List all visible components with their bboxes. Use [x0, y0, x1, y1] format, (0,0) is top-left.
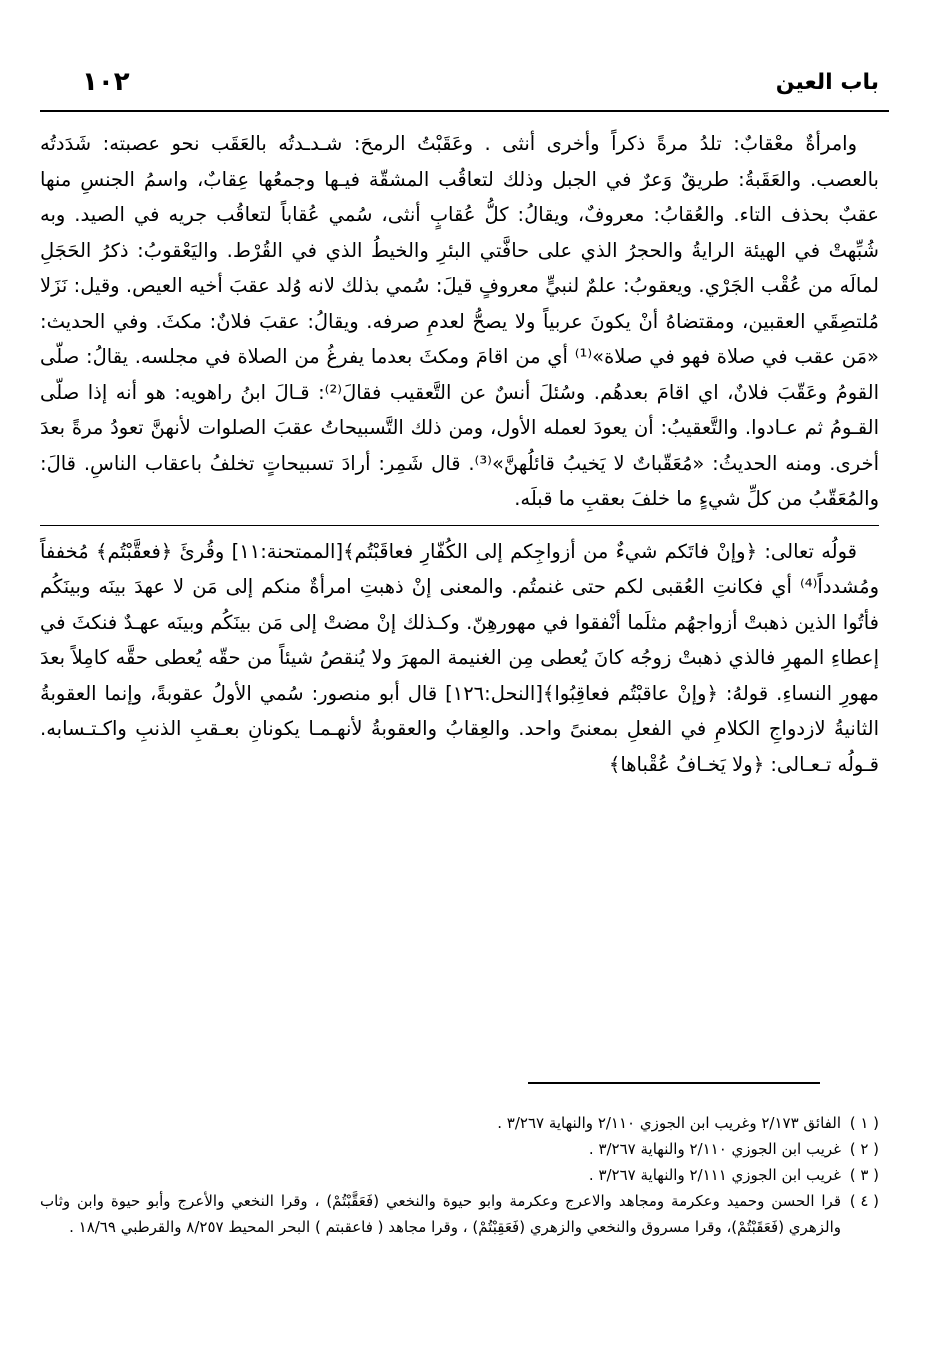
footnote-text: الفائق ٢/١٧٣ وغريب ابن الجوزي ٢/١١٠ والنهاية ٣/٢٦٧ .: [497, 1114, 841, 1132]
header-divider: [40, 110, 889, 112]
footnote: [40, 1162, 879, 1188]
chapter-title: باب العين: [775, 69, 879, 95]
footnote-number: ( ١ ): [849, 1114, 879, 1132]
page-header: [82, 62, 879, 102]
footnote: [40, 1110, 879, 1136]
footnote-number: ( ٢ ): [849, 1140, 879, 1158]
main-text: [40, 126, 879, 782]
footnote: [40, 1136, 879, 1162]
footnote-divider: [528, 1082, 820, 1084]
footnote: [40, 1188, 879, 1240]
paragraph-divider: [40, 525, 879, 526]
footnotes: [40, 1110, 879, 1240]
footnote-text: غريب ابن الجوزي ٢/١١١ والنهاية ٣/٢٦٧ .: [588, 1166, 841, 1184]
page-number: ١٠٢: [82, 67, 130, 97]
paragraph: قولُه تعالى: ﴿وإنْ فاتَكم شيءٌ من أزواجِكم إلى الكُفّارِ فعاقَبْتُم﴾[الممتحنة:١١] وقُرئَ ﴿فعقَّبْتُم﴾ مُخففاً ومُشدداً⁽⁴⁾ أي فكانتِ العُقبى لكم حتى غنمتُم. والمعنى إنْ ذهبتِ امرأةٌ منكم إلى مَن لا عهدَ بينَه وبينَكُم فأتُوا الذين ذهبتْ أزواجهُم مثلَما أنْفقوا في مهورهِنّ. وكـذلك إنْ مضتْ إلى مَن بينَكُم وبينَه عهـدٌ فنكثَ في إعطاءِ المهرِ فالذي ذهبتْ زوجُه كانَ يُعطى مِن الغنيمة المهرَ ولا يُنقصُ شيئاً من حقّه يُعطى حقَّه كامِلاً بعدَ مهورِ النساءِ. قولهُ: ﴿وإنْ عاقبْتُم فعاقِبُوا﴾[النحل:١٢٦] قال أبو منصور: سُمي الأولُ عقوبةً، وإنما العقوبةُ الثانيةُ لازدواجِ الكلامِ في الفعلِ بمعنىً واحد. والعِقابُ والعقوبةُ لأنهـمـا يكونانِ بعـقبِ الذنبِ واكـتـسابه. قـولُه تـعـالى: ﴿ولا يَخـافُ عُقْباها﴾: [40, 539, 879, 776]
footnote-number: ( ٤ ): [849, 1192, 879, 1210]
footnote-text: غريب ابن الجوزي ٢/١١٠ والنهاية ٣/٢٦٧ .: [588, 1140, 841, 1158]
footnote-number: ( ٣ ): [849, 1166, 879, 1184]
footnote-text: قرا الحسن وحميد وعكرمة ومجاهد والاعرج وعكرمة وابو حيوة والنخعي (فَعَقَّبْتُمْ) ، وقرا النخعي والأعرج وأبو حيوة وابن وثاب والزهري (فَعَقَبْتُمْ)، وقرا مسروق والنخعي والزهري (فَعَقِبْتُمْ) ، وقرا مجاهد ( فاعقبتم ) البحر المحيط ٨/٢٥٧ والقرطبي ١٨/٦٩ .: [40, 1192, 841, 1236]
paragraph: وامرأةٌ معْقابٌ: تلدُ مرةً ذكراً وأخرى أنثى . وعَقَبْتُ الرمحَ: شـدـدتُه بالعَقَب نحو عصبته: شَدَدتُه بالعصب. والعَقَبةُ: طريقٌ وَعرٌ في الجبل وذلك لتعاقُب المشقّة فيـها وجمعُها عِقابٌ، واسمُ الجنسِ منها عقبٌ بحذف التاء. والعُقابُ: معروفٌ، ويقالُ: كلُّ عُقابٍ أنثى، سُمي عُقاباً لتعاقُب جريه في الصيد. وبه شُبِّهتْ في الهيئة الرايةُ والحجرُ الذي على حافَّتي البئرِ والخيطُ الذي في القُرْط. واليَعْقوبُ: ذكرُ الحَجَلِ لمالَه من عُقْب الجَرْي. ويعقوبُ: علمٌ لنبيٍّ معروفٍ قيلَ: سُمي بذلك لانه وُلد عقبَ أخيه العيص. وقيل: نَزَلا مُلتصِقَي العقبين، ومقتضاهُ أنْ يكونَ عربياً ولا يصحُّ لعدمِ صرفه. ويقالُ: عقبَ فلانٌ: مكثَ. وفي الحديث: «مَن عقب في صلاة فهو في صلاة»⁽¹⁾ أي من اقامَ ومكثَ بعدما يفرغُ من الصلاة في مجلسه. يقالُ: صلّى القومُ وعَقّبَ فلانٌ، اي اقامَ بعدهُم. وسُئلَ أنسٌ عن التَّعقيب فقالَ⁽²⁾: قـالَ ابنُ راهويه: هو أنه إذا صلّى القـومُ ثم عـادوا. والتَّعقيبُ: أن يعودَ لعمله الأول، ومن ذلك التَّسبيحاتُ عقبَ الصلوات لأنهنَّ تعودُ مرةً بعدَ أخرى. ومنه الحديثُ: «مُعَقّباتٌ لا يَخيبُ قائلُهنَّ»⁽³⁾. قال شَمِر: أرادَ تسبيحاتٍ تخلفُ باعقاب الناسِ. قالَ: والمُعَقّبُ من كلِّ شيءٍ ما خلفَ بعقبِ ما قبلَه.: [40, 132, 880, 510]
